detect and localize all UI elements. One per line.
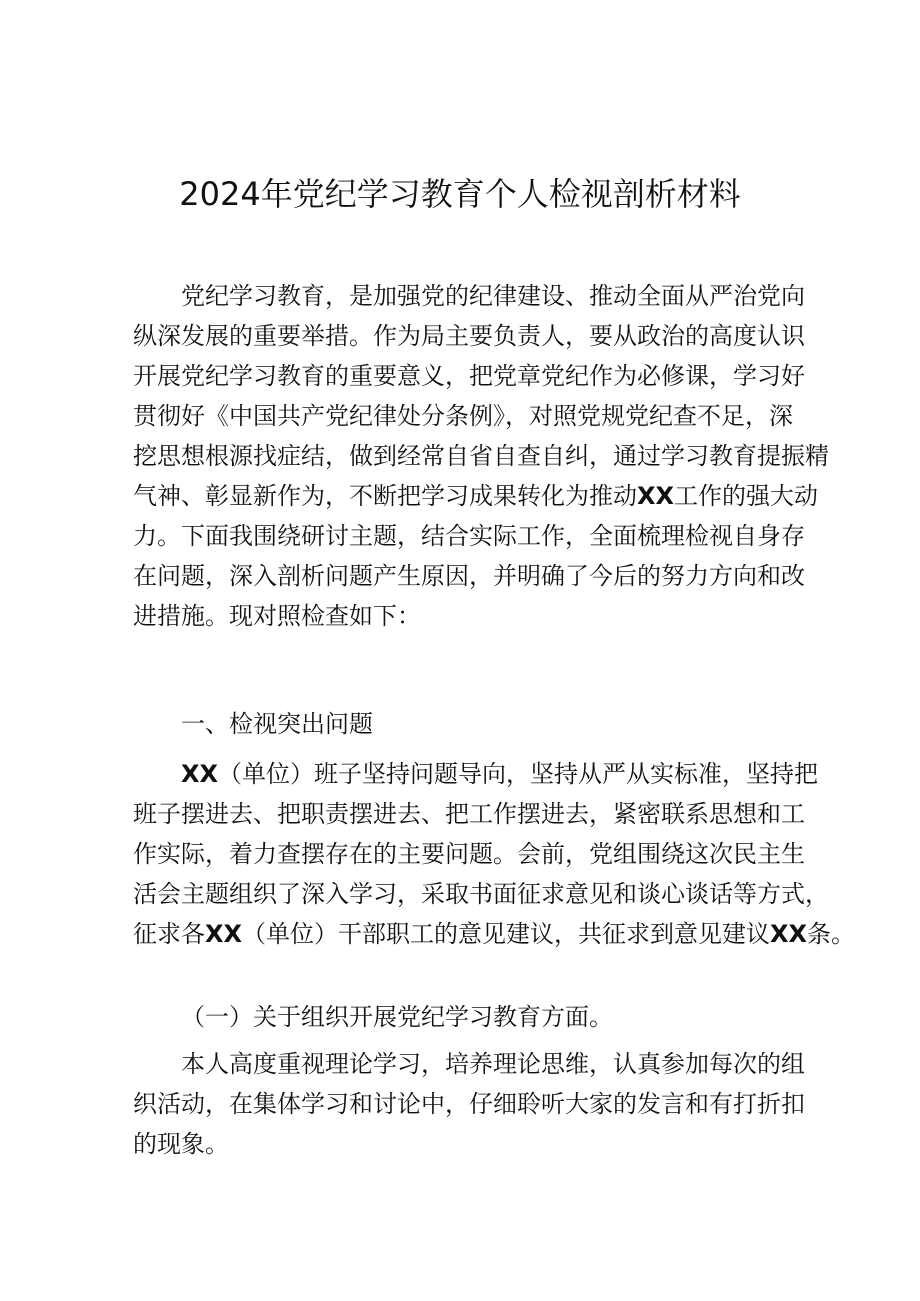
document-title: 2024年党纪学习教育个人检视剖析材料 (179, 175, 741, 213)
paragraph-line: 党纪学习教育，是加强党的纪律建设、推动全面从严治党向 (181, 282, 805, 310)
subsection-heading: （一）关于组织开展党纪学习教育方面。 (181, 1003, 613, 1031)
paragraph-line: 纵深发展的重要举措。作为局主要负责人，要从政治的高度认识 (133, 322, 805, 350)
paragraph-line: 进措施。现对照检查如下： (133, 602, 421, 630)
paragraph-line: 织活动，在集体学习和讨论中，仔细聆听大家的发言和有打折扣 (133, 1090, 805, 1118)
paragraph-line: 力。下面我围绕研讨主题，结合实际工作，全面梳理检视自身存 (133, 522, 805, 550)
section1-paragraph (133, 754, 856, 954)
paragraph-line: XX（单位）班子坚持问题导向，坚持从严从实标准，坚持把 (181, 760, 819, 788)
paragraph-line: 挖思想根源找症结，做到经常自省自查自纠，通过学习教育提振精 (133, 442, 829, 470)
paragraph-line: 本人高度重视理论学习，培养理论思维，认真参加每次的组 (181, 1050, 805, 1078)
paragraph-line: 征求各XX（单位）干部职工的意见建议，共征求到意见建议XX条。 (133, 920, 856, 948)
paragraph-line: 在问题，深入剖析问题产生原因，并明确了今后的努力方向和改 (133, 562, 805, 590)
section-heading: 一、检视突出问题 (181, 710, 373, 738)
paragraph-line: 作实际，着力查摆存在的主要问题。会前，党组围绕这次民主生 (133, 840, 805, 868)
paragraph-line: 气神、彰显新作为，不断把学习成果转化为推动XX工作的强大动 (133, 482, 819, 510)
paragraph-line: 的现象。 (133, 1130, 229, 1158)
subsection1-paragraph (133, 1044, 805, 1164)
intro-paragraph (133, 276, 829, 636)
paragraph-line: 贯彻好《中国共产党纪律处分条例》，对照党规党纪查不足，深 (133, 402, 793, 430)
paragraph-line: 开展党纪学习教育的重要意义，把党章党纪作为必修课，学习好 (133, 362, 805, 390)
paragraph-line: 活会主题组织了深入学习，采取书面征求意见和谈心谈话等方式， (133, 880, 829, 908)
paragraph-line: 班子摆进去、把职责摆进去、把工作摆进去，紧密联系思想和工 (133, 800, 805, 828)
